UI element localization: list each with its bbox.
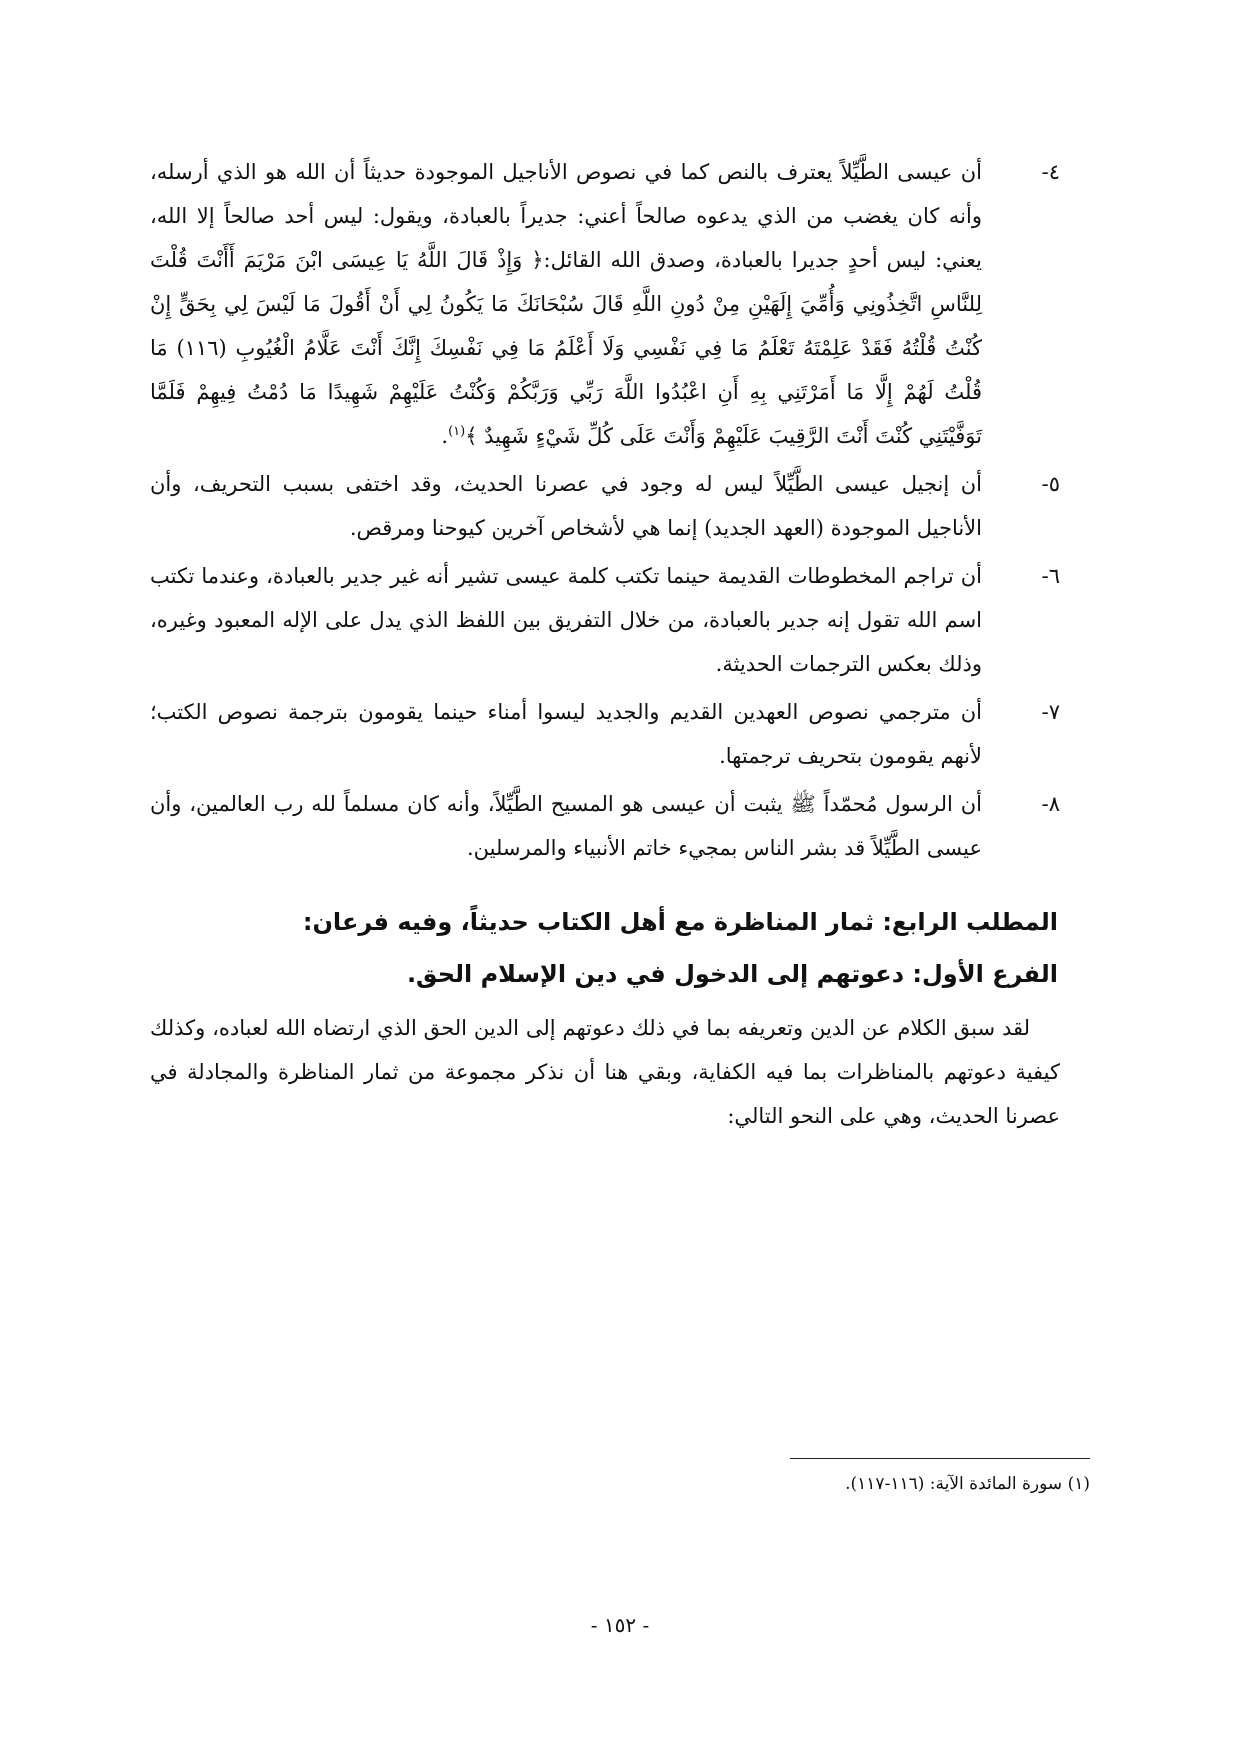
page-body [150, 150, 1060, 1138]
list-item [150, 690, 1060, 778]
list-item-text: أن عيسى الطَّيِّلاً يعترف بالنص كما في نصوص الأناجيل الموجودة حديثاً أن الله هو الذي أرسله، وأنه كان يغضب من الذي يدعوه صالحاً أعني: جديراً بالعبادة، ويقول: ليس أحد صالحاً إلا الله، يعني: ليس أحدٍ جديرا بالعبادة، وصدق الله القائل:﴿ وَإِذْ قَالَ اللَّهُ يَا عِيسَى ابْنَ مَرْيَمَ أَأَنْتَ قُلْتَ لِلنَّاسِ اتَّخِذُونِي وَأُمِّيَ إِلَهَيْنِ مِنْ دُونِ اللَّهِ قَالَ سُبْحَانَكَ مَا يَكُونُ لِي أَنْ أَقُولَ مَا لَيْسَ لِي بِحَقٍّ إِنْ كُنْتُ قُلْتُهُ فَقَدْ عَلِمْتَهُ تَعْلَمُ مَا فِي نَفْسِي وَلَا أَعْلَمُ مَا فِي نَفْسِكَ إِنَّكَ أَنْتَ عَلَّامُ الْغُيُوبِ (١١٦) مَا قُلْتُ لَهُمْ إِلَّا مَا أَمَرْتَنِي بِهِ أَنِ اعْبُدُوا اللَّهَ رَبِّي وَرَبَّكُمْ وَكُنْتُ عَلَيْهِمْ شَهِيدًا مَا دُمْتُ فِيهِمْ فَلَمَّا تَوَفَّيْتَنِي كُنْتَ أَنْتَ الرَّقِيبَ عَلَيْهِمْ وَأَنْتَ عَلَى كُلِّ شَيْءٍ شَهِيدٌ ﴾ [150, 160, 982, 448]
list-item-number: ٦- [1041, 564, 1060, 588]
list-item [150, 462, 1060, 550]
list-item-number: ٧- [1041, 700, 1060, 724]
list-item-number: ٥- [1041, 472, 1060, 496]
list-item-text: أن تراجم المخطوطات القديمة حينما تكتب كلمة عيسى تشير أنه غير جدير بالعبادة، وعندما تكتب اسم الله تقول إنه جدير بالعبادة، من خلال التفريق بين اللفظ الذي يدل على الإله المعبود وغيره، وذلك بعكس الترجمات الحديثة. [150, 564, 982, 676]
list-item-number: ٤- [1041, 160, 1060, 184]
list-item-text: أن الرسول مُحمّداً ﷺ يثبت أن عيسى هو المسيح الطَّيِّلاً، وأنه كان مسلماً لله رب العالمين، وأن عيسى الطَّيِّلاً قد بشر الناس بمجيء خاتم الأنبياء والمرسلين. [150, 792, 982, 860]
list-item-text: أن إنجيل عيسى الطَّيِّلاً ليس له وجود في عصرنا الحديث، وقد اختفى بسبب التحريف، وأن الأناجيل الموجودة (العهد الجديد) إنما هي لأشخاص آخرين كيوحنا ومرقص. [150, 472, 982, 540]
footnote: (١) سورة المائدة الآية: (١١٦-١١٧). [845, 1474, 1090, 1494]
list-item [150, 554, 1060, 686]
section-heading: المطلب الرابع: ثمار المناظرة مع أهل الكتاب حديثاً، وفيه فرعان: [302, 908, 1058, 936]
footnote-reference[interactable]: (١) [448, 424, 466, 439]
subsection-heading: الفرع الأول: دعوتهم إلى الدخول في دين الإسلام الحق. [406, 960, 1058, 988]
list-item [150, 150, 1060, 458]
list-item-tail: . [441, 424, 449, 448]
list-item [150, 782, 1060, 870]
list-item-text: أن مترجمي نصوص العهدين القديم والجديد ليسوا أمناء حينما يقومون بترجمة نصوص الكتب؛ لأنهم يقومون بتحريف ترجمتها. [150, 700, 982, 768]
page-number: - ١٥٢ - [590, 1613, 650, 1637]
list-item-number: ٨- [1041, 792, 1060, 816]
body-paragraph: لقد سبق الكلام عن الدين وتعريفه بما في ذلك دعوتهم إلى الدين الحق الذي ارتضاه الله لعباده، وكذلك كيفية دعوتهم بالمناظرات بما فيه الكفاية، وبقي هنا أن نذكر مجموعة من ثمار المناظرة والمجادلة في عصرنا الحديث، وهي على النحو التالي: [150, 1016, 1060, 1128]
footnote-divider [790, 1458, 1090, 1459]
